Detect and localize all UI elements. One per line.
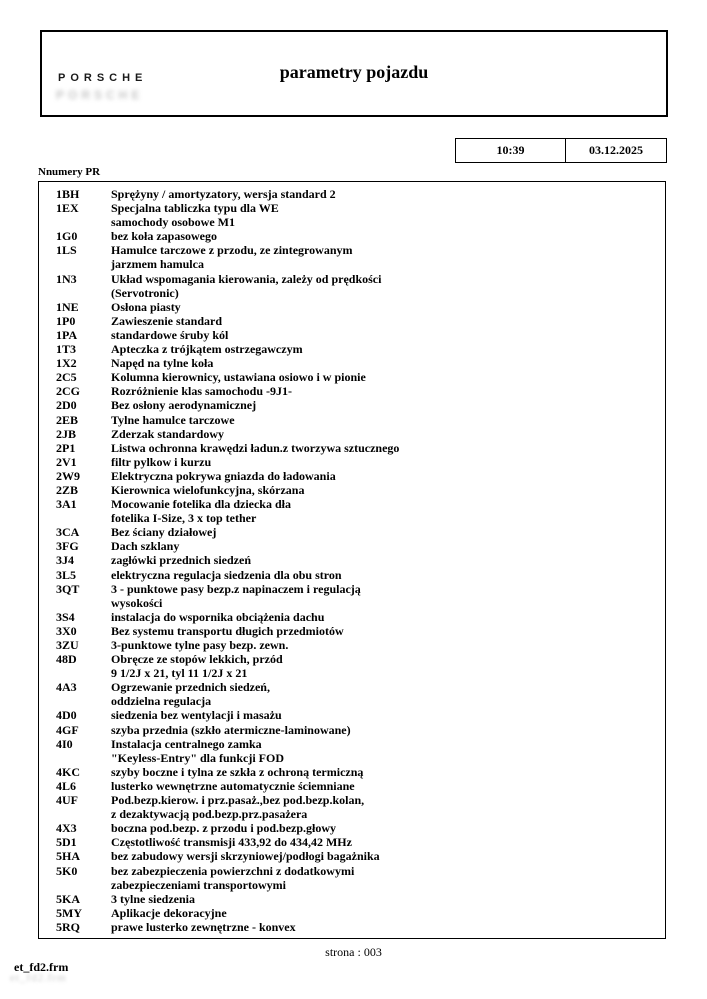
- pr-code: 3A1: [56, 497, 77, 512]
- pr-code: 4L6: [56, 778, 77, 793]
- pr-item: [39, 229, 665, 243]
- pr-code: 5D1: [56, 835, 77, 850]
- pr-description: bez koła zapasowego: [111, 229, 217, 244]
- pr-item: [39, 539, 665, 553]
- pr-description: Kolumna kierownicy, ustawiana osiowo i w pionie: [111, 370, 366, 385]
- pr-item: [39, 624, 665, 638]
- pr-description: szyby boczne i tylna ze szkła z ochroną termiczną: [111, 764, 364, 779]
- pr-description: Rozróżnienie klas samochodu -9J1-: [111, 384, 292, 399]
- pr-item: [39, 920, 665, 934]
- pr-item: [39, 652, 665, 680]
- pr-item: [39, 427, 665, 441]
- pr-item: [39, 398, 665, 412]
- pr-description: Sprężyny / amortyzatory, wersja standard 2: [111, 187, 336, 201]
- pr-description: standardowe śruby kól: [111, 327, 229, 342]
- pr-item: [39, 356, 665, 370]
- pr-description: Układ wspomagania kierowania, zależy od prędkości (Servotronic): [111, 271, 382, 300]
- datetime-row: [455, 138, 667, 163]
- pr-item: [39, 892, 665, 906]
- pr-item: [39, 568, 665, 582]
- pr-code: 4D0: [56, 708, 77, 723]
- pr-code: 5KA: [56, 891, 80, 906]
- pr-description: Napęd na tylne koła: [111, 356, 214, 371]
- pr-code: 2CG: [56, 384, 80, 399]
- pr-item: [39, 723, 665, 737]
- pr-code: 1BH: [56, 187, 80, 201]
- pr-description: Listwa ochronna krawędzi ładun.z tworzywa sztucznego: [111, 440, 400, 455]
- pr-item: [39, 370, 665, 384]
- pr-code: 2JB: [56, 426, 77, 441]
- pr-description: Mocowanie fotelika dla dziecka dła fotelika I-Size, 3 x top tether: [111, 497, 291, 526]
- pr-description: bez zabezpieczenia powierzchni z dodatkowymi zabezpieczeniami transportowymi: [111, 863, 355, 892]
- pr-code: 2V1: [56, 454, 77, 469]
- pr-item: [39, 553, 665, 567]
- pr-description: Obręcze ze stopów lekkich, przód 9 1/2J x 21, tyl 11 1/2J x 21: [111, 652, 283, 681]
- pr-item: [39, 779, 665, 793]
- pr-description: Zderzak standardowy: [111, 426, 225, 441]
- pr-item: [39, 849, 665, 863]
- pr-code: 3X0: [56, 623, 77, 638]
- pr-code: 3FG: [56, 539, 79, 554]
- pr-description: Instalacja centralnego zamka "Keyless-Entry" dla funkcji FOD: [111, 736, 284, 765]
- pr-code: 1LS: [56, 243, 77, 258]
- pr-item: [39, 413, 665, 427]
- porsche-logo: PORSCHE: [58, 72, 148, 84]
- date-cell: 03.12.2025: [566, 138, 667, 163]
- pr-description: Hamulce tarczowe z przodu, ze zintegrowanym jarzmem hamulca: [111, 243, 353, 272]
- pr-code: 1X2: [56, 356, 77, 371]
- page-title: parametry pojazdu: [279, 62, 429, 82]
- pr-code: 1PA: [56, 327, 78, 342]
- pr-code: 4A3: [56, 680, 77, 695]
- pr-description: Pod.bezp.kierow. i prz.pasaż.,bez pod.bezp.kolan, z dezaktywacją pod.bezp.prz.pasażera: [111, 793, 365, 822]
- pr-description: Osłona piasty: [111, 299, 181, 314]
- pr-description: Ogrzewanie przednich siedzeń, oddzielna regulacja: [111, 680, 270, 709]
- pr-code: 3S4: [56, 609, 75, 624]
- pr-description: 3-punktowe tylne pasy bezp. zewn.: [111, 638, 289, 652]
- porsche-logo-watermark: PORSCHE: [56, 88, 144, 102]
- pr-description: siedzenia bez wentylacji i masażu: [111, 708, 282, 723]
- pr-code: 5MY: [56, 905, 82, 920]
- pr-description: zagłówki przednich siedzeń: [111, 553, 251, 568]
- pr-item: [39, 835, 665, 849]
- pr-item: [39, 300, 665, 314]
- pr-item: [39, 314, 665, 328]
- pr-item: [39, 906, 665, 920]
- pr-item: [39, 708, 665, 722]
- pr-code: 1NE: [56, 299, 79, 314]
- pr-description: lusterko wewnętrzne automatycznie ściemniane: [111, 778, 355, 793]
- pr-code: 3J4: [56, 553, 74, 568]
- pr-description: prawe lusterko zewnętrzne - konvex: [111, 919, 296, 934]
- section-label: Nnumery PR: [38, 166, 101, 178]
- pr-code: 2P1: [56, 440, 76, 455]
- pr-code: 4X3: [56, 821, 77, 836]
- pr-code: 5RQ: [56, 919, 80, 934]
- pr-item: [39, 582, 665, 610]
- pr-code: 4UF: [56, 793, 78, 808]
- pr-description: Apteczka z trójkątem ostrzegawczym: [111, 342, 303, 357]
- pr-item: [39, 765, 665, 779]
- pr-code: 3L5: [56, 567, 77, 582]
- pr-item: [39, 525, 665, 539]
- pr-code: 3CA: [56, 525, 80, 540]
- pr-description: Częstotliwość transmisji 433,92 do 434,42 MHz: [111, 835, 352, 850]
- pr-description: Aplikacje dekoracyjne: [111, 905, 227, 920]
- pr-code: 4KC: [56, 764, 80, 779]
- pr-item: [39, 469, 665, 483]
- pr-description: filtr pylkow i kurzu: [111, 454, 212, 469]
- pr-code: 4GF: [56, 722, 79, 737]
- pr-code: 5K0: [56, 863, 78, 878]
- pr-item: [39, 328, 665, 342]
- pr-item: [39, 201, 665, 229]
- pr-code: 1N3: [56, 271, 77, 286]
- pr-item: [39, 384, 665, 398]
- footer-page-number: strona : 003: [325, 945, 382, 959]
- pr-item: [39, 737, 665, 765]
- pr-item: [39, 187, 665, 201]
- pr-item: [39, 497, 665, 525]
- pr-code: 5HA: [56, 849, 80, 864]
- pr-description: szyba przednia (szkło atermiczne-laminowane): [111, 722, 351, 737]
- pr-description: instalacja do wspornika obciążenia dachu: [111, 609, 325, 624]
- pr-item: [39, 864, 665, 892]
- pr-code: 3QT: [56, 581, 80, 596]
- pr-code: 48D: [56, 652, 77, 667]
- pr-description: Zawieszenie standard: [111, 313, 222, 328]
- pr-item: [39, 272, 665, 300]
- pr-description: elektryczna regulacja siedzenia dla obu stron: [111, 567, 342, 582]
- pr-code: 1EX: [56, 201, 79, 216]
- pr-description: Specjalna tabliczka typu dla WE samochody osobowe M1: [111, 201, 279, 230]
- pr-item: [39, 610, 665, 624]
- pr-item: [39, 638, 665, 652]
- pr-list: [38, 181, 666, 939]
- footer-file-watermark: et_fd2.frm: [10, 972, 67, 984]
- pr-description: Kierownica wielofunkcyjna, skórzana: [111, 482, 305, 497]
- pr-description: Bez ściany działowej: [111, 525, 217, 540]
- pr-description: Elektryczna pokrywa gniazda do ładowania: [111, 468, 336, 483]
- pr-item: [39, 483, 665, 497]
- pr-code: 2ZB: [56, 482, 79, 497]
- pr-description: Bez osłony aerodynamicznej: [111, 398, 257, 413]
- pr-code: 3ZU: [56, 638, 79, 652]
- pr-code: 2D0: [56, 398, 77, 413]
- footer-file-name: et_fd2.frm: [14, 960, 69, 974]
- pr-code: 1G0: [56, 229, 78, 244]
- pr-item: [39, 680, 665, 708]
- pr-code: 2C5: [56, 370, 77, 385]
- pr-item: [39, 342, 665, 356]
- pr-description: Tylne hamulce tarczowe: [111, 412, 235, 427]
- time-cell: 10:39: [455, 138, 566, 163]
- pr-description: boczna pod.bezp. z przodu i pod.bezp.głowy: [111, 821, 337, 836]
- pr-description: bez zabudowy wersji skrzyniowej/podłogi bagażnika: [111, 849, 380, 864]
- pr-item: [39, 243, 665, 271]
- pr-description: 3 tylne siedzenia: [111, 891, 195, 906]
- pr-code: 1P0: [56, 313, 76, 328]
- pr-code: 2EB: [56, 412, 79, 427]
- pr-description: Dach szklany: [111, 539, 180, 554]
- pr-description: 3 - punktowe pasy bezp.z napinaczem i regulacją wysokości: [111, 581, 361, 610]
- pr-code: 1T3: [56, 342, 77, 357]
- pr-item: [39, 793, 665, 821]
- header-box: [40, 30, 668, 117]
- pr-code: 2W9: [56, 468, 80, 483]
- pr-item: [39, 821, 665, 835]
- pr-description: Bez systemu transportu długich przedmiotów: [111, 623, 344, 638]
- pr-code: 4I0: [56, 736, 73, 751]
- pr-item: [39, 455, 665, 469]
- pr-item: [39, 441, 665, 455]
